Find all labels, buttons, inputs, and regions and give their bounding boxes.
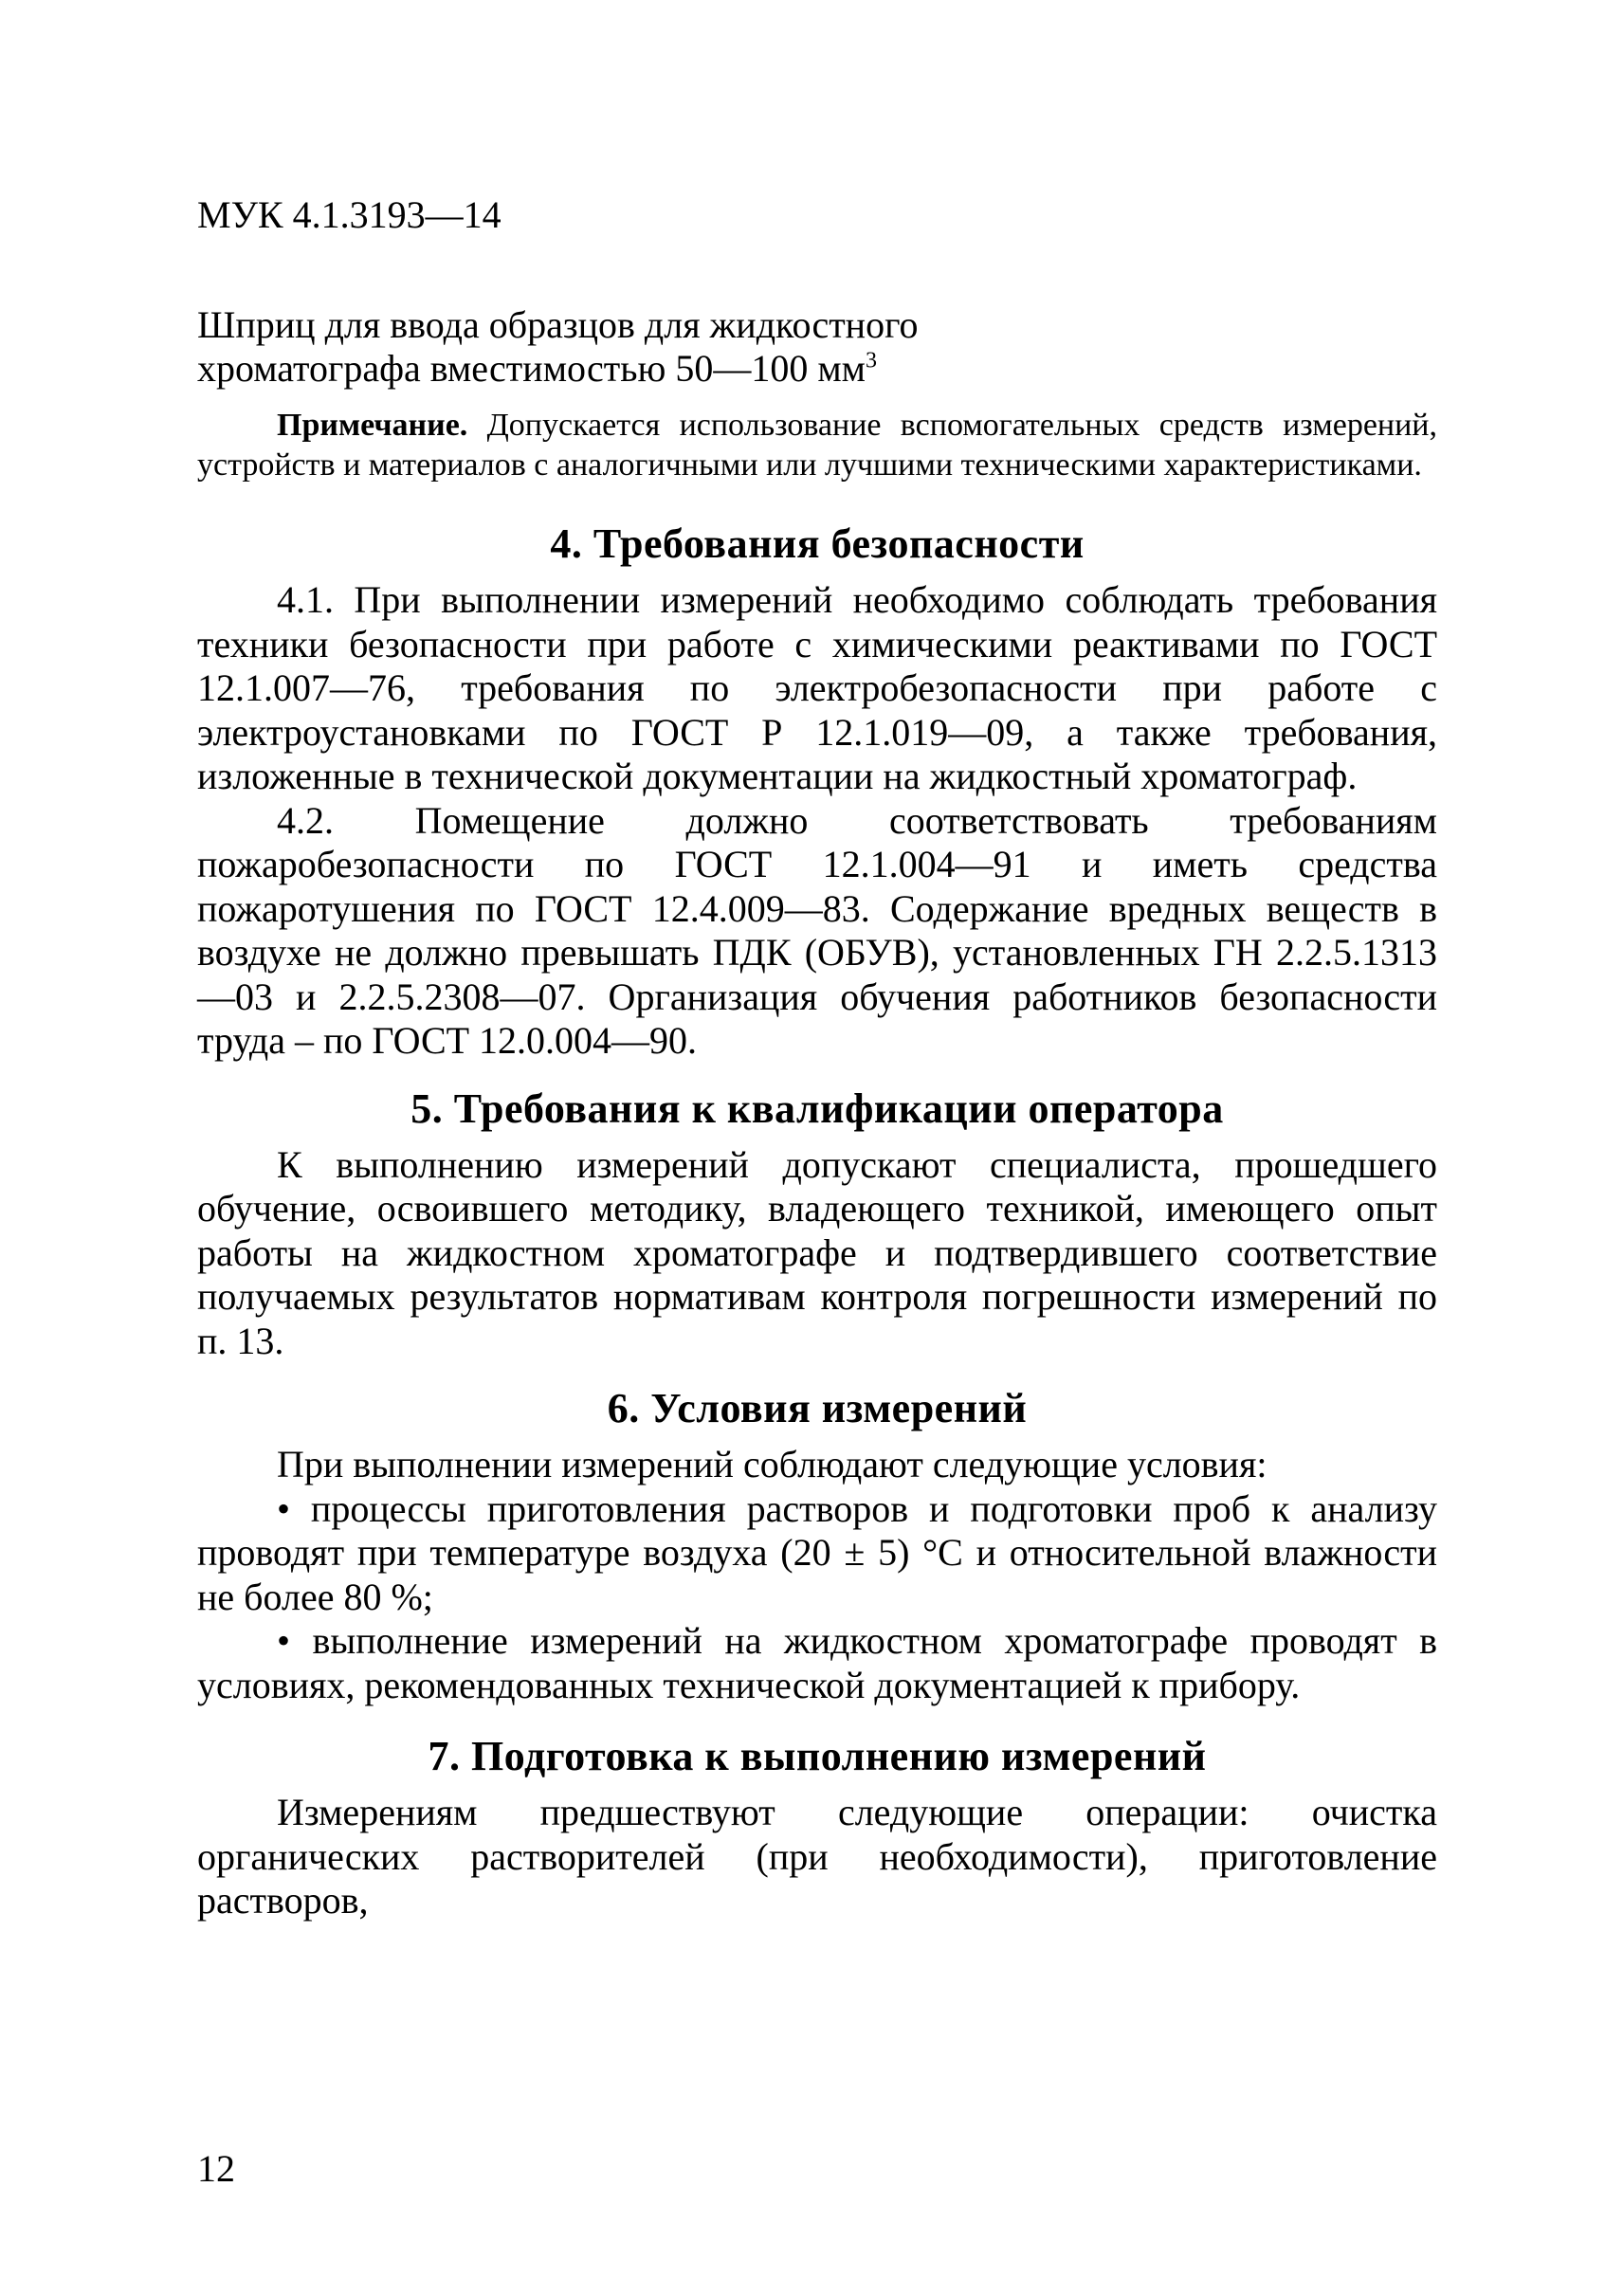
- bullet-2-text: выполнение измерений на жидкостном хроматографе проводят в условиях, рекомендованных технической документацией к прибору.: [197, 1619, 1437, 1706]
- section-7-title: 7. Подготовка к выполнению измерений: [428, 1733, 1207, 1779]
- note-text: Допускается использование вспомогательных средств измерений, устройств и материалов с аналогичными или лучшими техническими характеристиками.: [197, 408, 1437, 483]
- bullet-icon: •: [277, 1619, 291, 1662]
- bullet-icon: •: [277, 1486, 291, 1530]
- document-header: МУК 4.1.3193—14: [197, 193, 501, 236]
- section-5-title: 5. Требования к квалификации оператора: [410, 1084, 1224, 1132]
- section-5-paragraph-1: К выполнению измерений допускают специалиста, прошедшего обучение, освоившего методику, владеющего техникой, имеющего опыт работы на жидкостном хроматографе и подтвердившего соответствие получаемых результатов нормативам контроля погрешности измерений по п. 13.: [197, 1142, 1437, 1362]
- equipment-line-1: Шприц для ввода образцов для жидкостного: [197, 303, 919, 346]
- note-label: Примечание.: [277, 408, 468, 443]
- cubic-superscript: 3: [865, 348, 877, 374]
- section-4-paragraph-2: 4.2. Помещение должно соответствовать требованиям пожаробезопасности по ГОСТ 12.1.004—91 и иметь средства пожаротушения по ГОСТ 12.4.009—83. Содержание вредных веществ в воздухе не должно превышать ПДК (ОБУВ), установленных ГН 2.2.5.1313—03 и 2.2.5.2308—07. Организация обучения работников безопасности труда – по ГОСТ 12.0.004—90.: [197, 798, 1437, 1062]
- equipment-line-2-text: хроматографа вместимостью 50—100 мм: [197, 347, 866, 390]
- note-paragraph: [197, 406, 1437, 485]
- section-6-bullet-2: [197, 1619, 1437, 1707]
- section-6-intro: При выполнении измерений соблюдают следующие условия:: [277, 1443, 1267, 1485]
- section-6-bullet-1: [197, 1487, 1437, 1620]
- section-6-title: 6. Условия измерений: [607, 1385, 1028, 1431]
- equipment-line-2: [197, 347, 1437, 391]
- section-4-paragraph-1: 4.1. При выполнении измерений необходимо соблюдать требования техники безопасности при работе с химическими реактивами по ГОСТ 12.1.007—76, требования по электробезопасности при работе с электроустановками по ГОСТ Р 12.1.019—09, а также требования, изложенные в технической документации на жидкостный хроматограф.: [197, 578, 1437, 797]
- equipment-item: [197, 303, 1437, 391]
- section-7-paragraph-1: Измерениям предшествуют следующие операции: очистка органических растворителей (при необходимости), приготовление растворов,: [197, 1791, 1437, 1922]
- section-4-title: 4. Требования безопасности: [550, 520, 1085, 567]
- page-number: 12: [197, 2147, 235, 2190]
- page-content: [197, 303, 1437, 1923]
- bullet-1-text: процессы приготовления растворов и подготовки проб к анализу проводят при температуре воздуха (20 ± 5) °С и относительной влажности не более 80 %;: [197, 1486, 1437, 1618]
